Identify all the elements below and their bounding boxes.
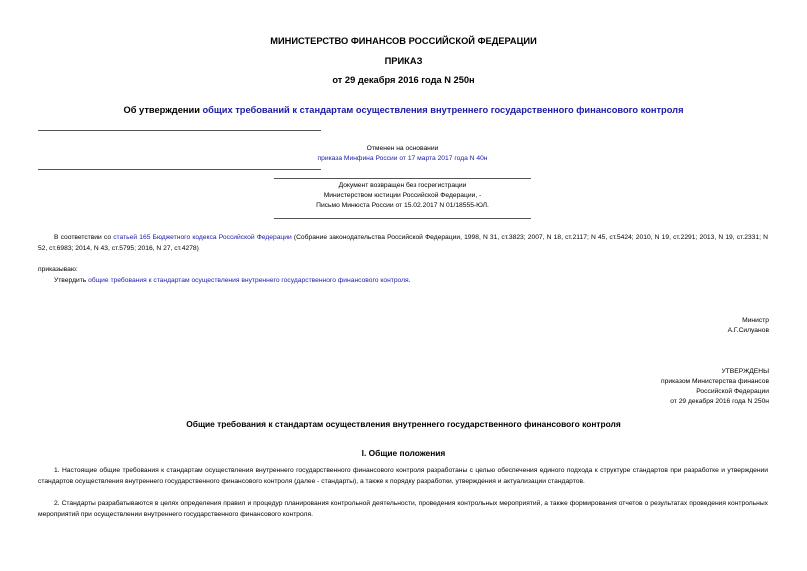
cancel-notice — [290, 144, 515, 164]
order-paragraph — [54, 276, 411, 286]
doc-date-number: от 29 декабря 2016 года N 250н — [332, 75, 475, 85]
approved-line4: от 29 декабря 2016 года N 250н — [670, 398, 769, 405]
ministry-heading: МИНИСТЕРСТВО ФИНАНСОВ РОССИЙСКОЙ ФЕДЕРАЦИИ — [270, 36, 537, 46]
requirements-title: Общие требования к стандартам осуществления внутреннего государственного финансового контроля — [186, 419, 621, 429]
preamble-prefix: В соответствии со — [54, 234, 114, 241]
title-prefix: Об утверждении — [123, 105, 203, 115]
cancel-notice-text: Отменен на основании — [366, 145, 439, 152]
signature-block — [728, 316, 769, 336]
preamble-paragraph — [38, 233, 768, 254]
preamble-link[interactable]: статьей 165 Бюджетного кодекса Российской Федерации — [113, 234, 292, 241]
return-notice-top-rule — [274, 178, 531, 179]
return-notice-line3: Письмо Минюста России от 15.02.2017 N 01/18555-ЮЛ. — [316, 202, 489, 209]
cancel-divider — [38, 169, 321, 170]
return-notice-bottom-rule — [274, 218, 531, 219]
order-prefix: Утвердить — [54, 277, 89, 284]
section-1-paragraph-1: 1. Настоящие общие требования к стандартам осуществления внутреннего государственного финансового контроля разработаны с целью обеспечения единого подхода к структуре стандартов при разработке и утверждении стандартов осуществления внутреннего государственного финансового контроля (далее - стандарты), а также к порядку разработки, утверждения и актуализации стандартов. — [38, 467, 768, 485]
signature-position: Министр — [742, 317, 769, 324]
order-link[interactable]: общие требования к стандартам осуществления внутреннего государственного финансового контроля — [88, 277, 409, 284]
title-divider — [38, 130, 321, 131]
order-label: приказываю: — [38, 266, 78, 273]
return-notice — [274, 181, 531, 211]
section-1-title: I. Общие положения — [361, 448, 446, 458]
section-1-paragraph-2: 2. Стандарты разрабатываются в целях определения правил и процедур планирования контрольной деятельности, проведения контрольных мероприятий, а также формирования отчетов о результатах проведения контрольных мероприятий при осуществлении внутреннего государственного финансового контроля. — [38, 500, 768, 518]
approved-block — [661, 367, 769, 407]
approved-line2: приказом Министерства финансов — [661, 378, 769, 385]
return-notice-line1: Документ возвращен без госрегистрации — [338, 182, 467, 189]
return-notice-line2: Министерством юстиции Российской Федерации, - — [323, 192, 482, 199]
order-suffix: . — [408, 277, 411, 284]
preamble-rest: (Собрание законодательства Российской Федерации, 1998, N 31, ст.3823; 2007, N 18, ст.2117; N 45, ст.5424; 2010, N 19, ст.2291; 2013, N 19, ст.2331; N 52, ст.6983; 2014, N 43, ст.5795; 2016, N 27, ст.4278) — [38, 234, 769, 252]
document-title — [0, 105, 807, 115]
signature-name: А.Г.Силуанов — [727, 327, 769, 334]
doc-type-heading: ПРИКАЗ — [384, 56, 423, 66]
approved-line3: Российской Федерации — [696, 388, 769, 395]
approved-line1: УТВЕРЖДЕНЫ — [721, 368, 769, 375]
title-link[interactable]: общих требований к стандартам осуществления внутреннего государственного финансового контроля — [202, 105, 684, 115]
cancel-notice-link[interactable]: приказа Минфина России от 17 марта 2017 года N 40н — [317, 155, 488, 162]
